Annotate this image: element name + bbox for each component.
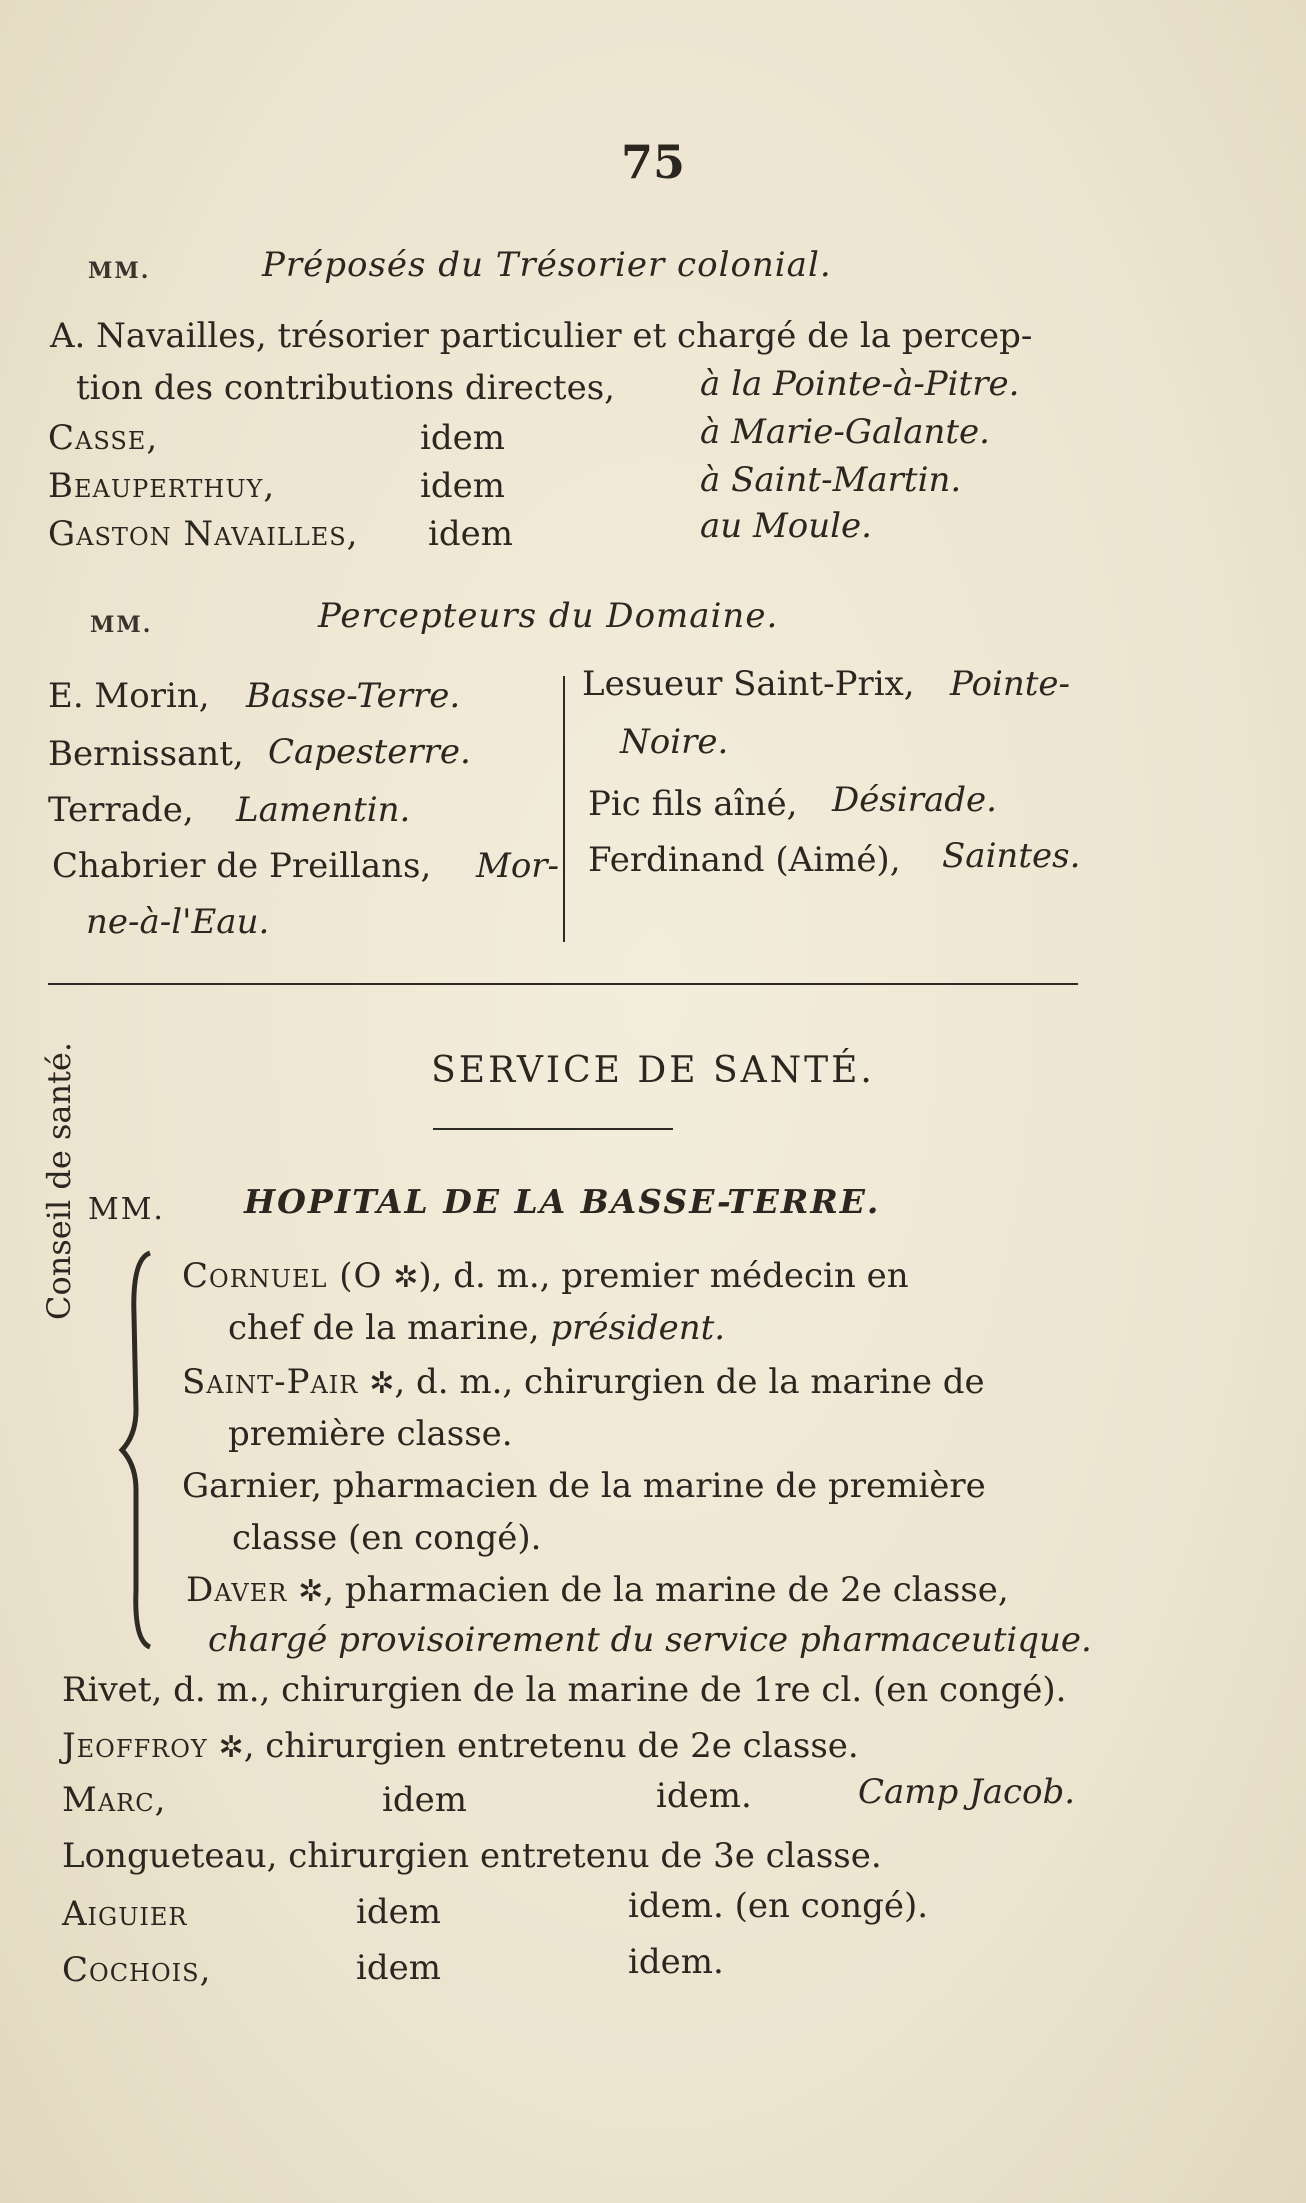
cornuel-name: Cornuel (O — [182, 1256, 383, 1296]
treasury-row-place: au Moule. — [700, 506, 872, 546]
saint-pair-line — [182, 1362, 985, 1402]
daver-line — [186, 1570, 1009, 1610]
treasury-row-name: Casse, — [48, 418, 159, 458]
domain-left-name: Terrade, — [48, 790, 194, 830]
treasury-line-2-place: à la Pointe-à-Pitre. — [700, 364, 1020, 404]
domain-right-place: Saintes. — [942, 836, 1081, 876]
treasury-line-2: tion des contributions directes, — [76, 368, 615, 408]
saint-pair-line-2: première classe. — [228, 1414, 513, 1454]
domain-left-name: Chabrier de Preillans, — [52, 846, 432, 886]
domain-right-name: Ferdinand (Aimé), — [588, 840, 901, 880]
daver-role: , pharmacien de la marine de 2e classe, — [323, 1570, 1009, 1610]
cochois-role: idem — [356, 1948, 441, 1988]
section-rule — [48, 983, 1078, 985]
cornuel-line-2 — [228, 1308, 725, 1348]
marc-name: Marc, — [62, 1780, 167, 1820]
section-heading-sante: SERVICE DE SANTÉ. — [431, 1050, 875, 1091]
treasury-row-place: à Marie-Galante. — [700, 412, 990, 452]
mm-label: MM. — [88, 1192, 165, 1227]
longueteau-line: Longueteau, chirurgien entretenu de 3e classe. — [62, 1836, 882, 1876]
cochois-rank: idem. — [628, 1942, 724, 1982]
section-heading-treasury: Préposés du Trésorier colonial. — [262, 245, 832, 285]
legion-star-icon: ✲ — [369, 1366, 395, 1401]
mm-label: MM. — [90, 612, 153, 638]
garnier-line-2: classe (en congé). — [232, 1518, 542, 1558]
hospital-heading: HOPITAL DE LA BASSE-TERRE. — [244, 1182, 881, 1221]
treasury-row-role: idem — [420, 418, 505, 458]
marc-rank: idem. — [656, 1776, 752, 1816]
aiguier-rank: idem. (en congé). — [628, 1886, 929, 1926]
domain-left-place: ne-à-l'Eau. — [86, 902, 270, 942]
section-heading-domain: Percepteurs du Domaine. — [318, 596, 779, 636]
aiguier-role: idem — [356, 1892, 441, 1932]
domain-left-place: Capesterre. — [268, 732, 471, 772]
president-label: président. — [550, 1308, 726, 1348]
cornuel-line — [182, 1256, 909, 1296]
domain-left-name: E. Morin, — [48, 676, 210, 716]
conseil-brace — [112, 1245, 162, 1655]
legion-star-icon: ✲ — [298, 1574, 324, 1609]
treasury-row-place: à Saint-Martin. — [700, 460, 962, 500]
cornuel-role-2: chef de la marine, — [228, 1308, 540, 1348]
treasury-row-role: idem — [420, 466, 505, 506]
column-divider — [563, 676, 565, 942]
marc-role: idem — [382, 1780, 467, 1820]
jeoffroy-name: Jeoffroy — [62, 1726, 208, 1766]
saint-pair-name: Saint-Pair — [182, 1362, 359, 1402]
mm-label: MM. — [88, 258, 151, 284]
daver-name: Daver — [186, 1570, 288, 1610]
marc-place: Camp Jacob. — [858, 1772, 1076, 1812]
treasury-row-role: idem — [428, 514, 513, 554]
domain-left-name: Bernissant, — [48, 734, 244, 774]
garnier-line: Garnier, pharmacien de la marine de première — [182, 1466, 986, 1506]
treasury-row-name: Beauperthuy, — [48, 466, 276, 506]
saint-pair-role: , d. m., chirurgien de la marine de — [394, 1362, 985, 1402]
domain-right-name: Pic fils aîné, — [588, 784, 798, 824]
aiguier-name: Aiguier — [62, 1894, 188, 1934]
domain-left-place: Basse-Terre. — [246, 676, 461, 716]
treasury-line-1: A. Navailles, trésorier particulier et chargé de la percep- — [50, 316, 1033, 356]
cochois-name: Cochois, — [62, 1950, 212, 1990]
domain-right-name: Lesueur Saint-Prix, — [582, 664, 915, 704]
legion-star-icon: ✲ — [393, 1260, 419, 1295]
domain-right-place: Désirade. — [832, 780, 997, 820]
treasury-row-name: Gaston Navailles, — [48, 514, 359, 554]
daver-line-2: chargé provisoirement du service pharmaceutique. — [208, 1620, 1092, 1660]
domain-left-place: Mor- — [476, 846, 560, 886]
domain-left-place: Lamentin. — [236, 790, 411, 830]
domain-right-place: Pointe- — [950, 664, 1071, 704]
rivet-line: Rivet, d. m., chirurgien de la marine de 1re cl. (en congé). — [62, 1670, 1067, 1710]
legion-star-icon: ✲ — [218, 1730, 244, 1765]
conseil-sante-label: Conseil de santé. — [40, 1041, 78, 1320]
domain-right-place: Noire. — [620, 722, 729, 762]
jeoffroy-line — [62, 1726, 859, 1766]
cornuel-role: ), d. m., premier médecin en — [418, 1256, 909, 1296]
jeoffroy-role: , chirurgien entretenu de 2e classe. — [243, 1726, 859, 1766]
page-number: 75 — [620, 135, 685, 189]
short-rule — [433, 1128, 673, 1130]
